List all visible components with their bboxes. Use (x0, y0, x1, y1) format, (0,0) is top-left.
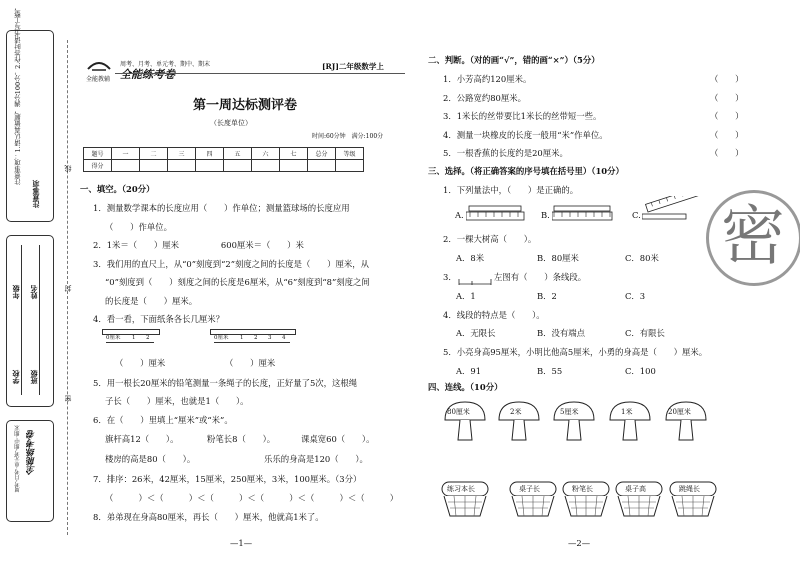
q7-line: 7．排序：26米，42厘米，15厘米，250厘米，3米，100厘米。（3分） (93, 474, 362, 484)
judge-paren[interactable]: （ ） (710, 93, 744, 103)
q1-line1: 1．测量数学课本的长度应用（ ）作单位；测量篮球场的长度应用 (93, 203, 350, 213)
grade-field[interactable]: 年级 (11, 285, 20, 299)
cut-mark: 封 (64, 285, 72, 292)
choice-option[interactable]: B．没有端点 (537, 328, 586, 338)
mushroom-label: 1米 (621, 408, 633, 416)
judge-paren[interactable]: （ ） (710, 74, 744, 84)
choice-q1: 1．下列量法中，（ ）是正确的。 (443, 185, 579, 195)
section1-heading: 一、填空。（20分） (80, 184, 155, 194)
judge-item: 3．1米长的丝带要比1米长的丝带短一些。 (443, 111, 602, 121)
judge-item: 1．小芳高约120厘米。 (443, 74, 532, 84)
q3-line3: 的长度是（ ）厘米。 (105, 296, 198, 306)
choice-option[interactable]: C．80米 (625, 253, 659, 263)
time-info: 时间:60分钟 满分:100分 (312, 133, 384, 140)
choice-option[interactable]: A．8米 (456, 253, 485, 263)
option-c-label[interactable]: C. (632, 210, 641, 220)
q6-line: 6．在（ ）里填上“厘米”或“米”。 (93, 415, 233, 425)
choice-option[interactable]: A．1 (456, 291, 476, 301)
option-a-label[interactable]: A. (455, 210, 464, 220)
section2-heading: 二、判断。（对的画“√”，错的画“×”）（5分） (428, 55, 600, 65)
header-rule (115, 73, 405, 74)
secret-stamp (706, 190, 800, 286)
ruler-label: 1 (132, 335, 136, 341)
score-header-cell: 六 (252, 148, 280, 160)
judge-item: 4．测量一块橡皮的长度一般用“米”作单位。 (443, 130, 608, 140)
ruler-strip-a (106, 333, 154, 343)
choice-option[interactable]: C．3 (625, 291, 646, 301)
choice-q3-num: 3． (443, 272, 457, 282)
page-number: —1— (230, 538, 253, 548)
q6-item[interactable]: 乐乐的身高是120（ ）。 (264, 454, 368, 464)
basket-label: 跳绳长 (679, 485, 700, 493)
judge-paren[interactable]: （ ） (710, 148, 744, 158)
ruler-label: 2 (254, 335, 258, 341)
choice-q2: 2．一棵大树高（ ）。 (443, 234, 537, 244)
mushroom-card[interactable] (443, 400, 487, 442)
score-cell[interactable] (252, 160, 280, 172)
brand-label: 全能练考卷 (27, 430, 37, 475)
school-field[interactable]: 学校 (11, 370, 20, 384)
ruler-label: 2 (146, 335, 150, 341)
basket-label: 桌子长 (519, 485, 540, 493)
score-cell[interactable] (196, 160, 224, 172)
q1-line2: （ ）作单位。 (105, 222, 172, 232)
choice-q5: 5．小亮身高95厘米，小明比他高5厘米，小勇的身高是（ ）厘米。 (443, 347, 708, 357)
judge-item: 5．一根香蕉的长度约是20厘米。 (443, 148, 568, 158)
binding-sidebar (0, 0, 62, 583)
q5-line1: 5．用一根长20厘米的铅笔测量一条绳子的长度，正好量了5次，这根绳 (93, 378, 358, 388)
mushroom-label: 2米 (510, 408, 522, 416)
judge-item: 2．公路宽约80厘米。 (443, 93, 526, 103)
score-header-cell: 四 (196, 148, 224, 160)
score-header-cell: 总分 (308, 148, 336, 160)
q6-item[interactable]: 楼房的高是80（ ）。 (105, 454, 196, 464)
basket-label: 练习本长 (447, 485, 475, 493)
q2-line: 2．1米＝（ ）厘米 600厘米＝（ ）米 (93, 240, 304, 250)
field-underline (21, 245, 22, 395)
choice-option[interactable]: B．80厘米 (537, 253, 579, 263)
stamp-char: 密 (721, 200, 785, 274)
q5-line2: 子长（ ）厘米，也就是1（ ）。 (105, 396, 249, 406)
score-header-cell: 一 (112, 148, 140, 160)
score-header-cell: 二 (140, 148, 168, 160)
basket-card[interactable] (614, 478, 664, 518)
brand-title: 全能练考卷 (120, 68, 175, 81)
q4-answer-b[interactable]: （ ）厘米 (225, 358, 276, 368)
choice-option[interactable]: A．无限长 (456, 328, 496, 338)
page-subtitle: （长度单位） (210, 119, 252, 127)
score-cell[interactable] (336, 160, 364, 172)
q6-item[interactable]: 课桌宽60（ ）。 (301, 434, 375, 444)
logo-text: 全能教辅 (86, 76, 111, 83)
q6-item[interactable]: 旗杆高12（ ）。 (105, 434, 179, 444)
score-cell[interactable] (308, 160, 336, 172)
option-b-label[interactable]: B. (541, 210, 550, 220)
brand-sub: 周考·月考·单元考·期中·期末 (15, 425, 21, 493)
choice-option[interactable]: C．有限长 (625, 328, 665, 338)
mushroom-card[interactable] (664, 400, 708, 442)
grade-tag: [RJ]二年级数学上 (322, 62, 384, 71)
notice-text: 注意事项：1.请认真做题，满分100分，2.作答时请书写工整， (14, 4, 22, 185)
score-header-cell: 三 (168, 148, 196, 160)
score-table (83, 147, 364, 172)
score-header-cell: 七 (280, 148, 308, 160)
page-title: 第一周达标测评卷 (193, 98, 298, 113)
class-field[interactable]: 班级 (29, 370, 38, 384)
basket-label: 桌子高 (625, 485, 646, 493)
score-header-cell: 五 (224, 148, 252, 160)
ruler-label: 3 (268, 335, 272, 341)
score-cell[interactable] (224, 160, 252, 172)
mushroom-label: 5厘米 (560, 408, 579, 416)
basket-label: 粉笔长 (572, 485, 593, 493)
score-label-cell: 得分 (84, 160, 112, 172)
tagline: 周考、月考、单元考、期中、期末 (120, 61, 211, 68)
judge-paren[interactable]: （ ） (710, 130, 744, 140)
cut-mark: 线 (64, 165, 72, 172)
choice-q4: 4．线段的特点是（ ）。 (443, 310, 545, 320)
score-cell[interactable] (280, 160, 308, 172)
q4-answer-a[interactable]: （ ）厘米 (115, 358, 166, 368)
ruler-label: 0厘米 (214, 335, 229, 341)
mushroom-card[interactable] (497, 400, 541, 442)
field-underline (39, 245, 40, 395)
basket-card[interactable] (508, 478, 558, 518)
ruler-strip-b (214, 333, 290, 343)
score-cell[interactable] (140, 160, 168, 172)
measure-figure-a (466, 204, 528, 226)
ruler-label: 0厘米 (106, 335, 121, 341)
q3-line1: 3．我们用的直尺上，从“0”刻度到“2”刻度之间的长度是（ ）厘米，从 (93, 259, 369, 269)
page-number: —2— (568, 538, 591, 548)
q6-item[interactable]: 粉笔长8（ ）。 (207, 434, 276, 444)
cut-mark: 密 (64, 395, 72, 402)
section4-heading: 四、连线。（10分） (428, 382, 503, 392)
segment-figure (458, 272, 492, 291)
ruler-label: 1 (240, 335, 244, 341)
basket-card[interactable] (561, 478, 611, 518)
section3-heading: 三、选择。（将正确答案的序号填在括号里）（10分） (428, 166, 624, 176)
score-cell[interactable] (112, 160, 140, 172)
q7-answer-row[interactable]: （ ）＜（ ）＜（ ）＜（ ）＜（ ）＜（ ） (105, 493, 399, 503)
notice-label: 注意事项 (31, 180, 40, 208)
score-header-cell: 等级 (336, 148, 364, 160)
mushroom-label: 80厘米 (447, 408, 470, 416)
q4-line: 4．看一看，下面纸条各长几厘米？ (93, 314, 224, 324)
choice-q3: 左图有（ ）条线段。 (494, 272, 587, 282)
q3-line2: “0”刻度到（ ）刻度之间的长度是6厘米，从“6”刻度到“8”刻度之间 (105, 277, 370, 287)
measure-figure-c (642, 196, 706, 226)
mushroom-label: 20厘米 (668, 408, 691, 416)
measure-figure-b (552, 204, 614, 226)
choice-option[interactable]: A．91 (456, 366, 482, 376)
score-header-cell: 题号 (84, 148, 112, 160)
logo-icon (86, 55, 112, 73)
choice-option[interactable]: B．2 (537, 291, 557, 301)
mushroom-card[interactable] (552, 400, 596, 442)
choice-option[interactable]: B．55 (537, 366, 563, 376)
name-field[interactable]: 姓名 (29, 285, 38, 299)
judge-paren[interactable]: （ ） (710, 111, 744, 121)
basket-card[interactable] (440, 478, 490, 518)
mushroom-card[interactable] (608, 400, 652, 442)
q8-line: 8．弟弟现在身高80厘米，再长（ ）厘米，他就高1米了。 (93, 512, 324, 522)
ruler-label: 4 (282, 335, 286, 341)
basket-card[interactable] (668, 478, 718, 518)
choice-option[interactable]: C．100 (625, 366, 656, 376)
score-cell[interactable] (168, 160, 196, 172)
